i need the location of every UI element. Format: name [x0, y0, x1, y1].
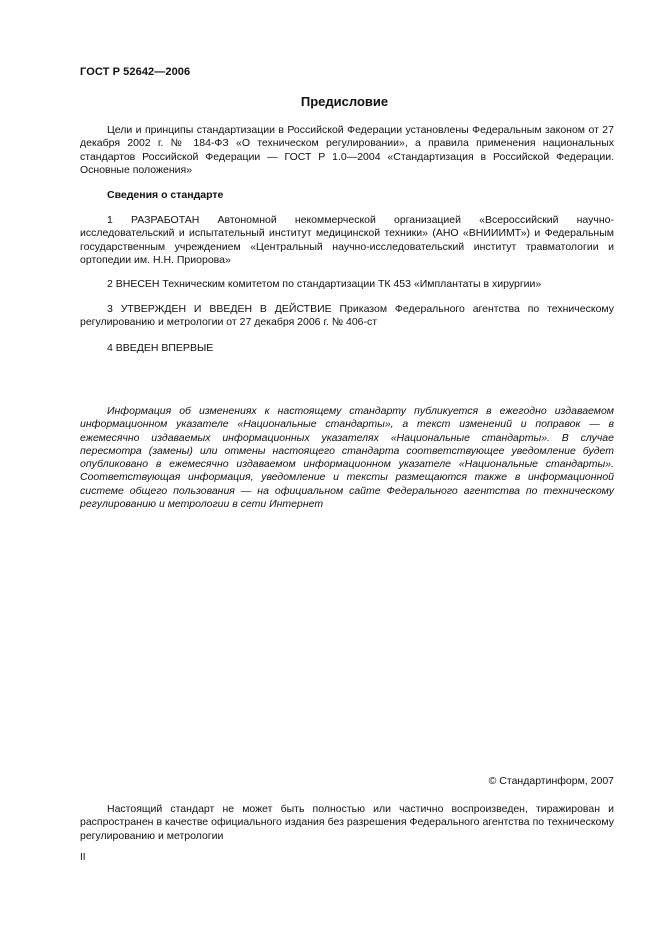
info-item-2: 2 ВНЕСЕН Техническим комитетом по стандартизации ТК 453 «Имплантаты в хирургии»	[107, 278, 542, 290]
standard-number: ГОСТ Р 52642—2006	[80, 66, 191, 78]
section-heading: Сведения о стандарте	[107, 189, 224, 201]
page-title: Предисловие	[300, 94, 389, 109]
copyright: © Стандартинформ, 2007	[488, 775, 614, 787]
info-item-4: 4 ВВЕДЕН ВПЕРВЫЕ	[107, 342, 214, 354]
page-number: II	[80, 852, 86, 863]
reproduction-notice: Настоящий стандарт не может быть полностью или частично воспроизведен, тиражирован и распространен в качестве официального издания без разрешения Федерального агентства по техническому регулированию и метрологии	[80, 803, 614, 842]
info-notice: Информация об изменениях к настоящему стандарту публикуется в ежегодно издаваемом информационном указателе «Национальные стандарты», а текст изменений и поправок — в ежемесячно издаваемых информационных указателях «Национальные стандарты». В случае пересмотра (замены) или отмены настоящего стандарта соответствующее уведомление будет опубликовано в ежемесячно издаваемом информационном указателе «Национальные стандарты». Соответствующая информация, уведомление и тексты размещаются также в информационной системе общего пользования — на официальном сайте Федерального агентства по техническому регулированию и метрологии в сети Интернет	[80, 405, 614, 511]
info-item-1: 1 РАЗРАБОТАН Автономной некоммерческой организацией «Всероссийский научно-исследовательский и испытательный институт медицинской техники» (АНО «ВНИИИМТ») и Федеральным государственным учреждением «Центральный научно-исследовательский институт травматологии и ортопедии им. Н.Н. Приорова»	[80, 214, 614, 266]
intro-paragraph: Цели и принципы стандартизации в Российской Федерации установлены Федеральным законом от 27 декабря 2002 г. № 184-ФЗ «О техническом регулировании», а правила применения национальных стандартов Российской Федерации — ГОСТ Р 1.0—2004 «Стандартизация в Российской Федерации. Основные положения»	[80, 124, 614, 176]
info-item-3: 3 УТВЕРЖДЕН И ВВЕДЕН В ДЕЙСТВИЕ Приказом Федерального агентства по техническому регулированию и метрологии от 27 декабря 2006 г. № 406-ст	[80, 303, 614, 329]
